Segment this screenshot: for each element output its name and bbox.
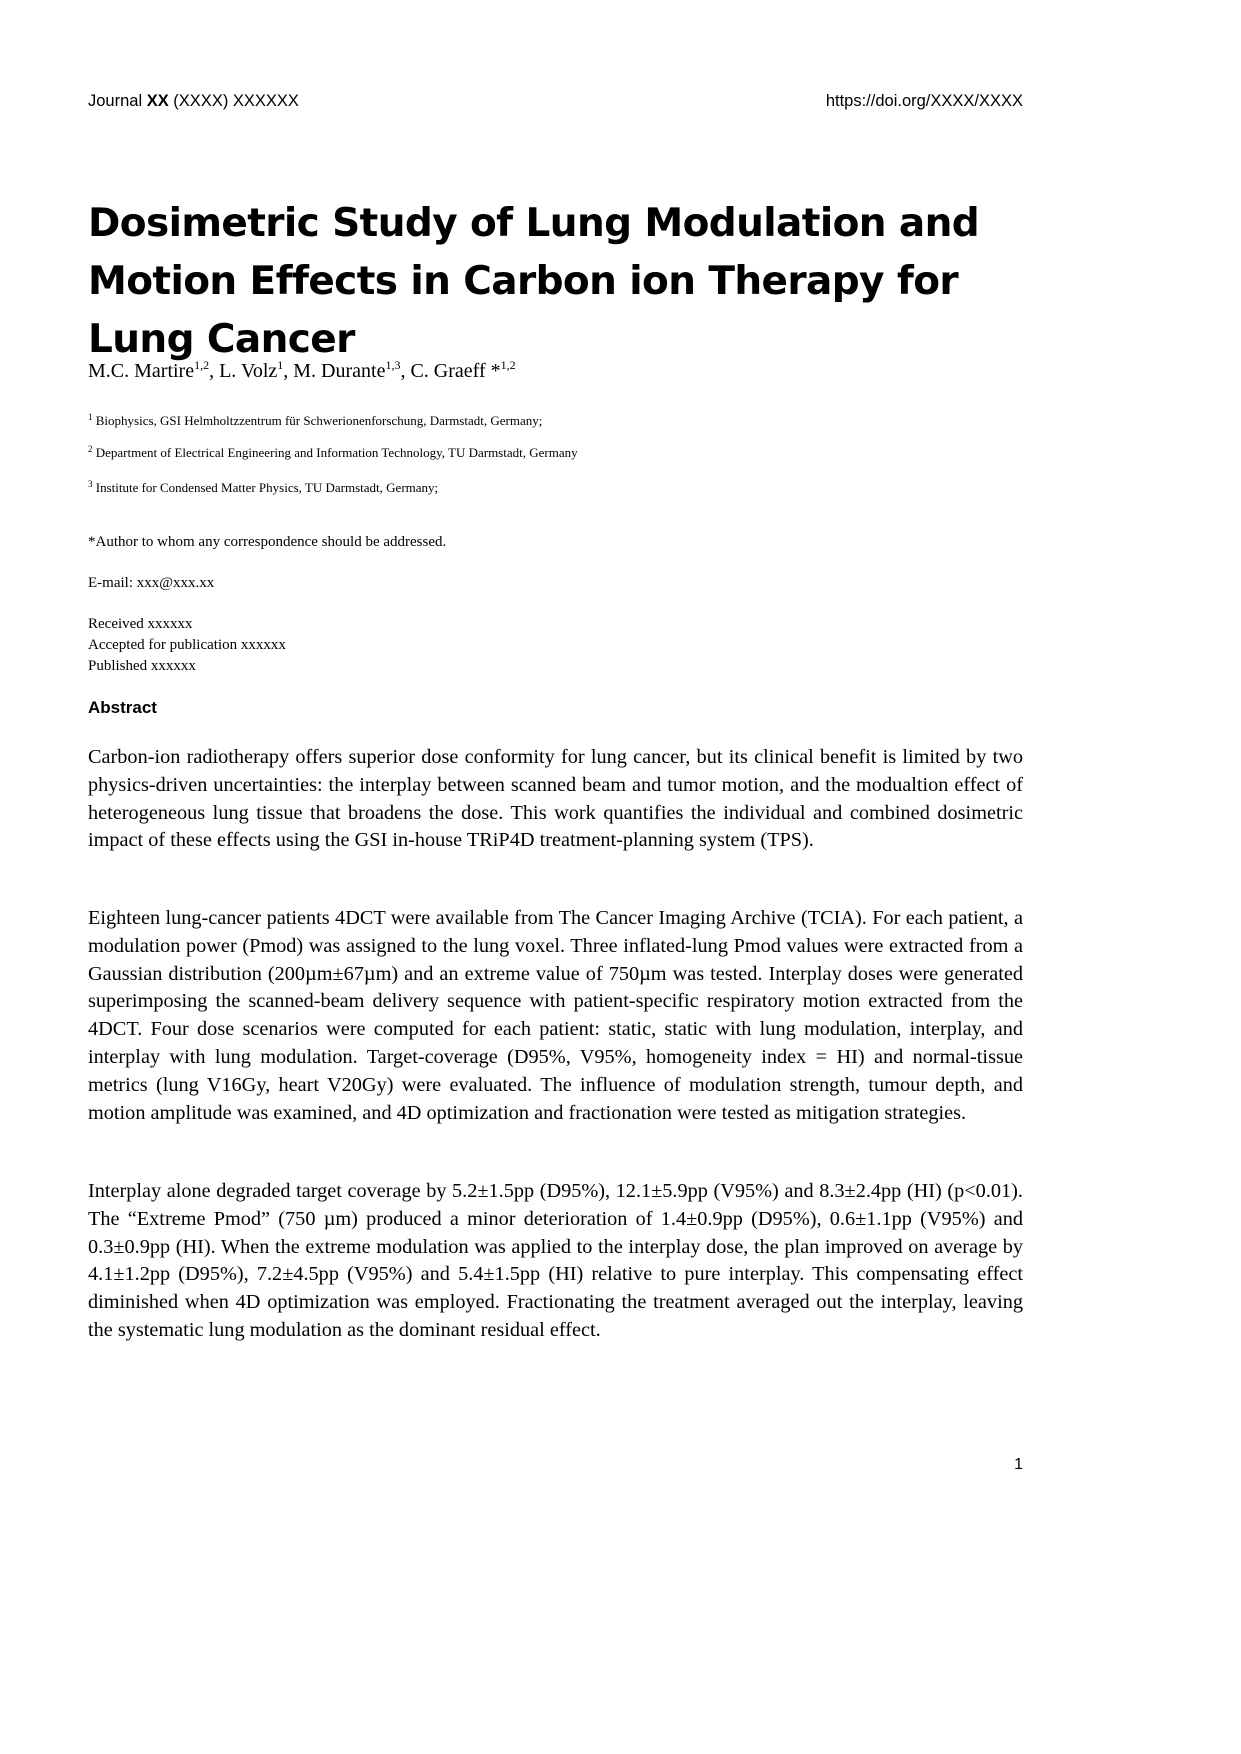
journal-issue: (XXXX) XXXXXX (168, 92, 299, 110)
page-number: 1 (1014, 1456, 1023, 1473)
received-date: Received xxxxxx (88, 616, 193, 632)
paper-title: Dosimetric Study of Lung Modulation and Motion Effects in Carbon ion Therapy for Lung Cancer (88, 201, 980, 362)
abstract-heading: Abstract (88, 698, 157, 717)
author: M. Durante$^{1,3}$, (293, 358, 411, 382)
doi-link[interactable]: https://doi.org/XXXX/XXXX (825, 92, 1023, 110)
abstract-paragraph: Interplay alone degraded target coverage by 5.2±1.5pp (D95%), 12.1±5.9pp (V95%) and 8.3±2.4pp (HI) (p<0.01). The “Extreme Pmod” (750 µm) produced a minor deterioration of 1.4±0.9pp (D95%), 0.6±1.1pp (V95%) and 0.3±0.9pp (HI). When the extreme modulation was applied to the interplay dose, the plan improved on average by 4.1±1.2pp (D95%), 7.2±4.5pp (V95%) and 5.4±1.5pp (HI) relative to pure interplay. This compensating effect diminished when 4D optimization was employed. Fractionating the treatment averaged out the interplay, leaving the systematic lung modulation as the dominant residual effect. (88, 1180, 1023, 1341)
journal-name: Journal (88, 92, 147, 110)
affiliation: $^2$ Department of Electrical Engineering and Information Technology, TU Darmstadt, Germany (88, 444, 578, 460)
accepted-date: Accepted for publication xxxxxx (88, 637, 286, 653)
abstract-paragraph: Carbon-ion radiotherapy offers superior dose conformity for lung cancer, but its clinical benefit is limited by two physics-driven uncertainties: the interplay between scanned beam and tumor motion, and the modualtion effect of heterogeneous lung tissue that broadens the dose. This work quantifies the individual and combined dosimetric impact of these effects using the GSI in-house TRiP4D treatment-planning system (TPS). (88, 746, 1023, 852)
journal-volume: XX (146, 92, 169, 110)
correspondence-note: *Author to whom any correspondence should be addressed. (88, 534, 447, 550)
published-date: Published xxxxxx (88, 658, 196, 674)
author: C. Graeff *$^{1,2}$ (410, 358, 516, 382)
abstract-paragraph: Eighteen lung-cancer patients 4DCT were available from The Cancer Imaging Archive (TCIA). For each patient, a modulation power (Pmod) was assigned to the lung voxel. Three inflated-lung Pmod values were extracted from a Gaussian distribution (200µm±67µm) and an extreme value of 750µm was tested. Interplay doses were generated superimposing the scanned-beam delivery sequence with patient-specific respiratory motion extracted from the 4DCT. Four dose scenarios were computed for each patient: static, static with lung modulation, interplay, and interplay with lung modulation. Target-coverage (D95%, V95%, homogeneity index = HI) and normal-tissue metrics (lung V16Gy, heart V20Gy) were evaluated. The influence of modulation strength, tumour depth, and motion amplitude was examined, and 4D optimization and fractionation were tested as mitigation strategies. (88, 907, 1023, 1124)
affiliation: $^3$ Institute for Condensed Matter Physics, TU Darmstadt, Germany; (88, 479, 439, 495)
author: L. Volz$^1$, (219, 358, 294, 382)
journal-header (88, 92, 299, 111)
author: M.C. Martire$^{1,2}$, (88, 358, 220, 382)
email: E-mail: xxx@xxx.xx (88, 575, 215, 591)
author-list (88, 360, 516, 383)
affiliation: $^1$ Biophysics, GSI Helmholtzzentrum für Schwerionenforschung, Darmstadt, Germany; (88, 412, 543, 428)
